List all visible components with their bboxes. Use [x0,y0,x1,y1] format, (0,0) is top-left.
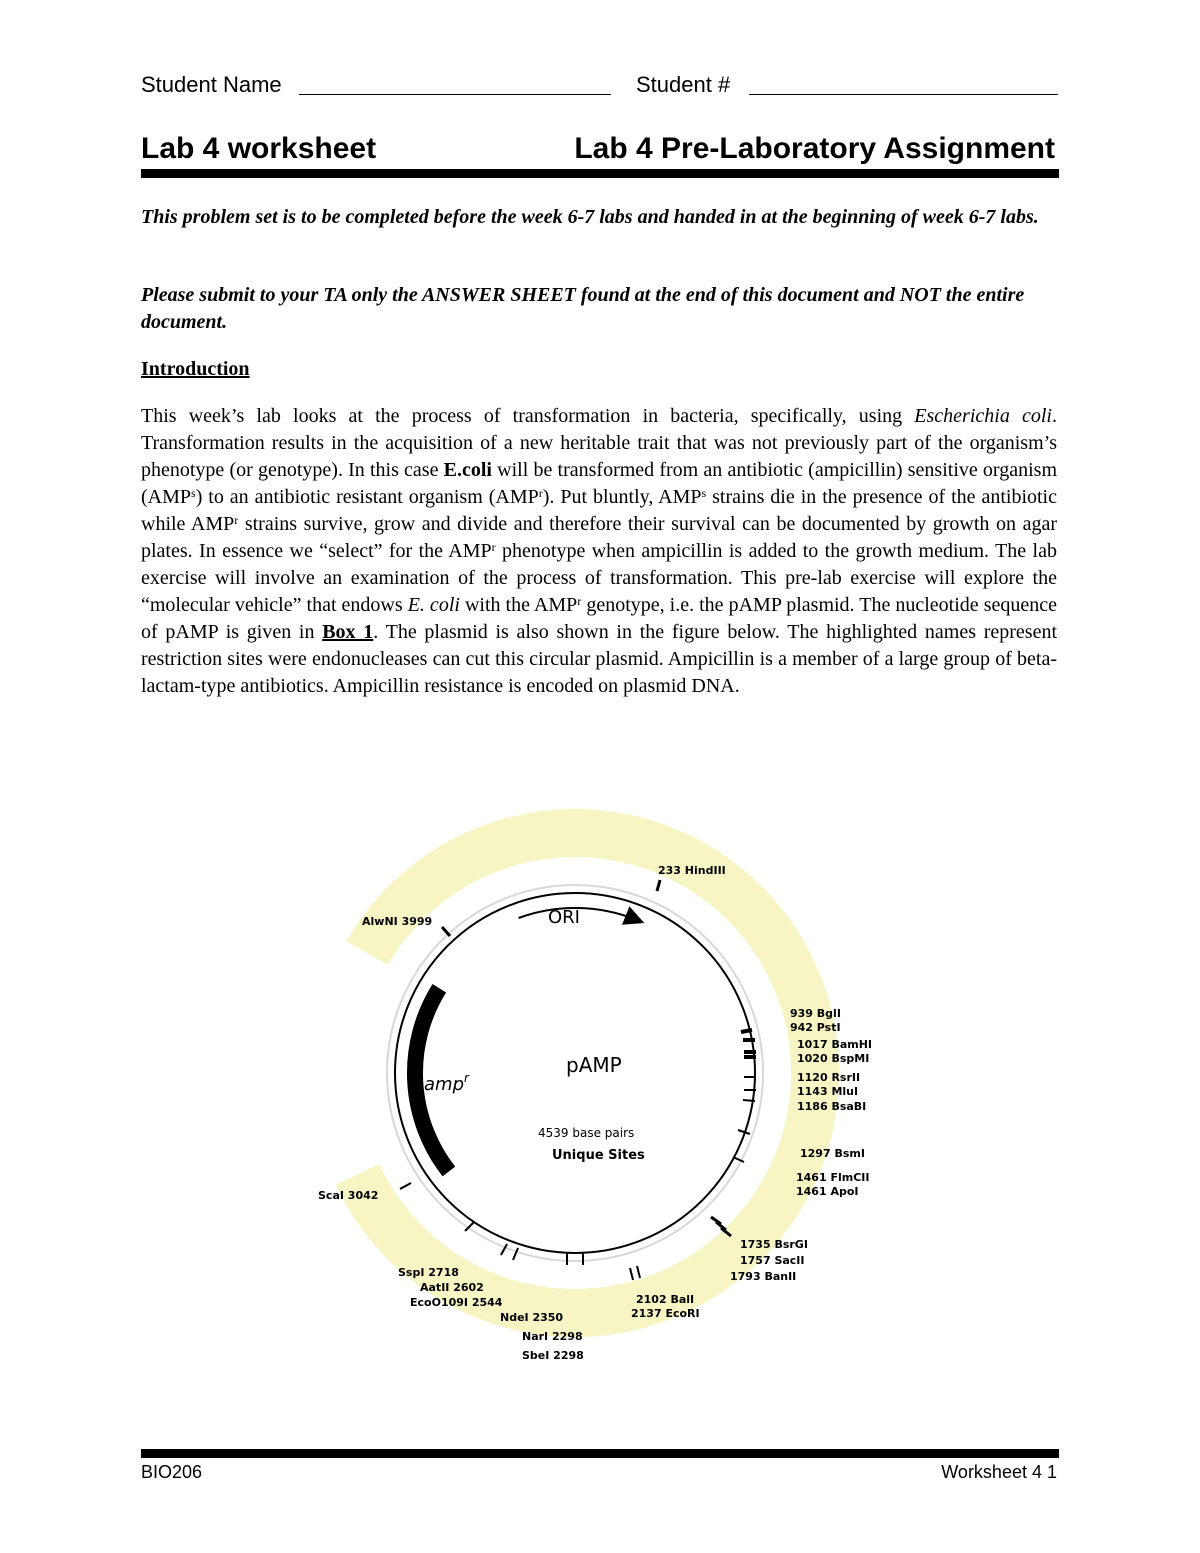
sup-resistant: r [538,486,543,500]
site-label: 939 BglI [790,1007,841,1020]
instruction-submission: Please submit to your TA only the ANSWER SHEET found at the end of this document and NOT the entire document. [141,284,1025,333]
site-label: 2137 EcoRI [631,1307,700,1320]
site-label: 1461 FlmCII [796,1171,870,1184]
intro-text: This week’s lab looks at the process of transformation in bacteria, specifically, using [141,405,915,427]
plasmid-size: 4539 base pairs [538,1126,635,1140]
site-tick-bsabi [743,1100,755,1101]
site-label: ScaI 3042 [318,1189,379,1202]
site-label: 1735 BsrGI [740,1238,808,1251]
sup-sensitive: s [191,486,196,500]
plasmid-name: pAMP [566,1053,622,1077]
site-label: 1017 BamHI [797,1038,873,1051]
site-label: SbeI 2298 [522,1349,584,1362]
site-label: 1120 RsrII [797,1071,861,1084]
introduction-heading: Introduction [141,358,250,380]
intro-text: strains survive, grow and divide and therefore their survival can be documented by growth on agar plates. In essence we “select” for the AMP [141,513,1057,562]
site-tick-bali [630,1268,633,1280]
site-label: 1793 BanII [730,1270,797,1283]
intro-text: . Transformation results in the acquisition of a new heritable trait that was not previously part of the organism’s phenotype (or genotype). In this case [141,405,1057,481]
intro-text: strains die in the presence of the antibiotic while AMP [141,486,1057,535]
site-label: 1143 MluI [797,1085,859,1098]
intro-ecoli-bold: E.coli [443,459,492,481]
student-number-label: Student # [636,72,731,97]
site-label: AlwNI 3999 [362,915,433,928]
site-label: 1757 SacII [740,1254,805,1267]
introduction-paragraph [141,403,1057,700]
intro-text: ) to an antibiotic resistant organism (AMP [195,486,539,508]
title-rule [141,169,1059,178]
intro-species-name: Escherichia coli [914,405,1052,427]
site-label: 1461 ApoI [796,1185,859,1198]
student-name-blank[interactable] [299,94,611,95]
ori-label: ORI [548,907,580,928]
site-label: 1186 BsaBI [797,1100,867,1113]
site-tick-bgli [741,1030,752,1032]
intro-text: genotype, i.e. the pAMP plasmid. The nucleotide sequence of pAMP is given in [141,594,1057,643]
unique-sites-heading: Unique Sites [552,1148,645,1163]
page-number: Worksheet 4 1 [941,1462,1057,1482]
site-tick-alwni [442,927,450,936]
site-label: 1020 BspMI [797,1052,870,1065]
sup-resistant: r [491,540,496,554]
site-label: 942 PstI [790,1021,841,1034]
student-number-blank[interactable] [749,94,1058,95]
intro-text: ). Put bluntly, AMP [542,486,702,508]
amp-gene-label [424,1071,470,1095]
sup-sensitive: s [701,486,707,500]
student-name-label: Student Name [141,72,282,97]
site-label: NarI 2298 [522,1330,583,1343]
amp-label: amp [424,1074,464,1095]
intro-text: . The plasmid is also shown in the figure below. The highlighted names represent restriction sites were endonucleases can cut this circular plasmid. Ampicillin is a member of a large group of beta-lactam-type antibiotics. Ampicillin resistance is encoded on plasmid DNA. [141,621,1057,697]
intro-text: with the AMP [459,594,578,616]
amp-label-superscript: r [464,1071,469,1085]
site-label: NdeI 2350 [500,1311,564,1324]
title-row [141,132,1059,172]
intro-text: will be transformed from an antibiotic (ampicillin) sensitive organism (AMP [141,459,1058,508]
site-label: 233 HindIII [658,864,726,877]
intro-species-name: E. coli [407,594,460,616]
site-tick-ecori [637,1266,640,1278]
assignment-title: Lab 4 Pre-Laboratory Assignment [574,132,1055,165]
site-label: AatII 2602 [420,1281,484,1294]
pamp-plasmid-map [300,790,900,1390]
site-label: 1297 BsmI [800,1147,865,1160]
sup-resistant: r [234,513,239,527]
sup-resistant: r [577,594,582,608]
intro-text: phenotype when ampicillin is added to the growth medium. The lab exercise will involve an examination of the process of transformation. This pre-lab exercise will explore the “molecular vehicle” that endows [141,540,1057,616]
box-1-reference[interactable]: Box 1 [322,621,374,643]
footer-rule [141,1449,1059,1458]
instruction-deadline: This problem set is to be completed before the week 6-7 labs and handed in at the beginning of week 6-7 labs. [141,206,1039,228]
site-label: 2102 BalI [636,1293,695,1306]
course-code: BIO206 [141,1462,203,1482]
site-label: EcoO109I 2544 [410,1296,503,1309]
student-header [141,70,1061,102]
worksheet-title: Lab 4 worksheet [141,132,377,165]
site-label: SspI 2718 [398,1266,459,1279]
site-tick-hindiii [657,880,660,891]
site-tick-scai [400,1183,411,1189]
